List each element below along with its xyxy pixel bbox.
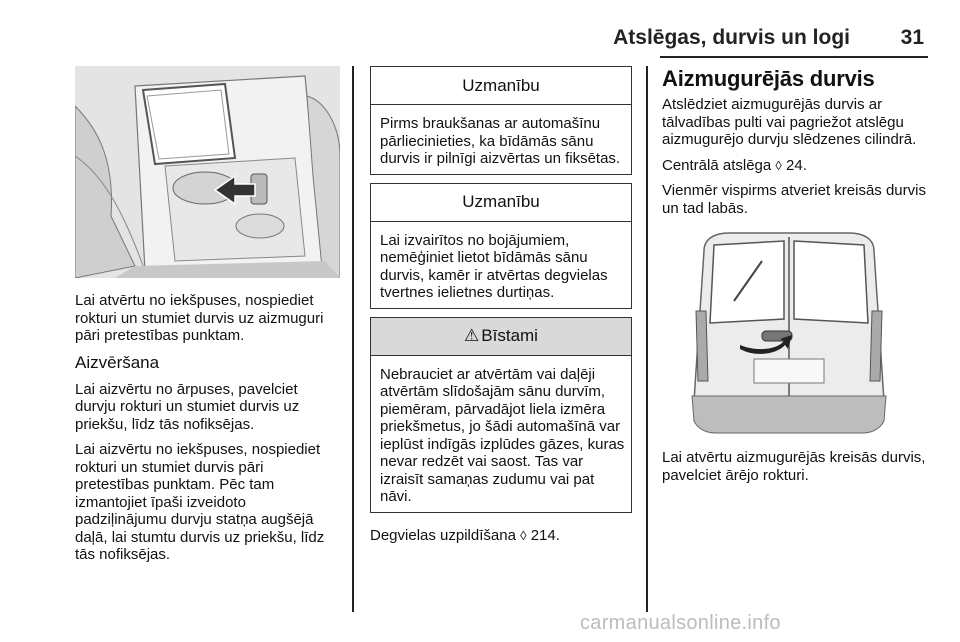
page-number: 31 <box>900 26 924 49</box>
paragraph-open-order: Vienmēr vispirms atveriet kreisās durvis un tad labās. <box>662 182 926 217</box>
caution-title: Uzmanību <box>371 67 631 105</box>
reference-text: Degvielas uzpildīšana <box>370 526 516 544</box>
danger-header <box>371 318 631 356</box>
sliding-door-interior-illustration <box>75 66 340 278</box>
caution-body: Pirms braukšanas ar automašīnu pārliecinieties, ka bīdāmās sānu durvis ir pilnīgi aizvērtas un fiksētas. <box>380 115 621 167</box>
page-reference-icon: ◊ <box>775 157 782 173</box>
column-divider-2 <box>646 66 648 612</box>
page-header <box>0 22 960 62</box>
danger-notice <box>370 317 632 513</box>
watermark: carmanualsonline.info <box>580 612 781 634</box>
reference-text: Centrālā atslēga <box>662 156 772 174</box>
header-rule <box>660 56 928 58</box>
caution-body: Lai izvairītos no bojājumiem, nemēģiniet lietot bīdāmās sānu durvis, kamēr ir atvērtas degvielas tvertnes ielietnes durtiņas. <box>380 231 608 301</box>
danger-body: Nebrauciet ar atvērtām vai daļēji atvērtām slīdošajām sānu durvīm, piemēram, pārvadājot liela izmēra priekšmetus, jo šādi automašīnā var ieplūst indīgās izplūdes gāzes, kuras nevar redzēt vai saost. Tas var izraisīt samaņas zudumu vai pat nāvi. <box>380 365 625 505</box>
chapter-title: Atslēgas, durvis un logi <box>613 26 850 49</box>
caution-title: Uzmanību <box>371 184 631 222</box>
column-divider-1 <box>352 66 354 612</box>
heading-closing: Aizvēršana <box>75 352 160 372</box>
column-2 <box>370 66 632 552</box>
danger-title: Bīstami <box>481 326 538 345</box>
column-1 <box>75 66 340 572</box>
paragraph-close-inside: Lai aizvērtu no iekšpuses, nospiediet rokturi un stumiet durvis pāri pretestības punktam. Pēc tam izmantojiet īpaši izveidoto padziļinājumu durvju statņa augšējā daļā, lai stumtu durvis uz priekšu, līdz tās nofiksējas. <box>75 441 325 563</box>
cross-reference-fuel <box>370 527 632 545</box>
warning-triangle-icon: ⚠ <box>464 326 480 345</box>
paragraph-unlock: Atslēdziet aizmugurējās durvis ar tālvadības pulti vai pagriežot atslēgu aizmugurējo durvju slēdzenes cilindrā. <box>662 96 917 148</box>
caution-notice-1 <box>370 66 632 175</box>
reference-page: 214. <box>530 526 560 544</box>
caption-open-rear: Lai atvērtu aizmugurējās kreisās durvis, pavelciet ārējo rokturi. <box>662 449 926 484</box>
cross-reference-central-lock <box>662 157 932 175</box>
page-reference-icon: ◊ <box>520 527 527 543</box>
rear-doors-illustration <box>684 231 894 435</box>
caption-open-inside: Lai atvērtu no iekšpuses, nospiediet rokturi un stumiet durvis uz aizmuguri pāri pretestības punktam. <box>75 292 324 344</box>
paragraph-close-outside: Lai aizvērtu no ārpuses, pavelciet durvju rokturi un stumiet durvis uz priekšu, līdz tās nofiksējas. <box>75 380 300 433</box>
caution-notice-2 <box>370 183 632 309</box>
column-3 <box>662 66 932 492</box>
reference-page: 24. <box>786 156 807 174</box>
heading-rear-doors: Aizmugurējās durvis <box>662 66 875 91</box>
